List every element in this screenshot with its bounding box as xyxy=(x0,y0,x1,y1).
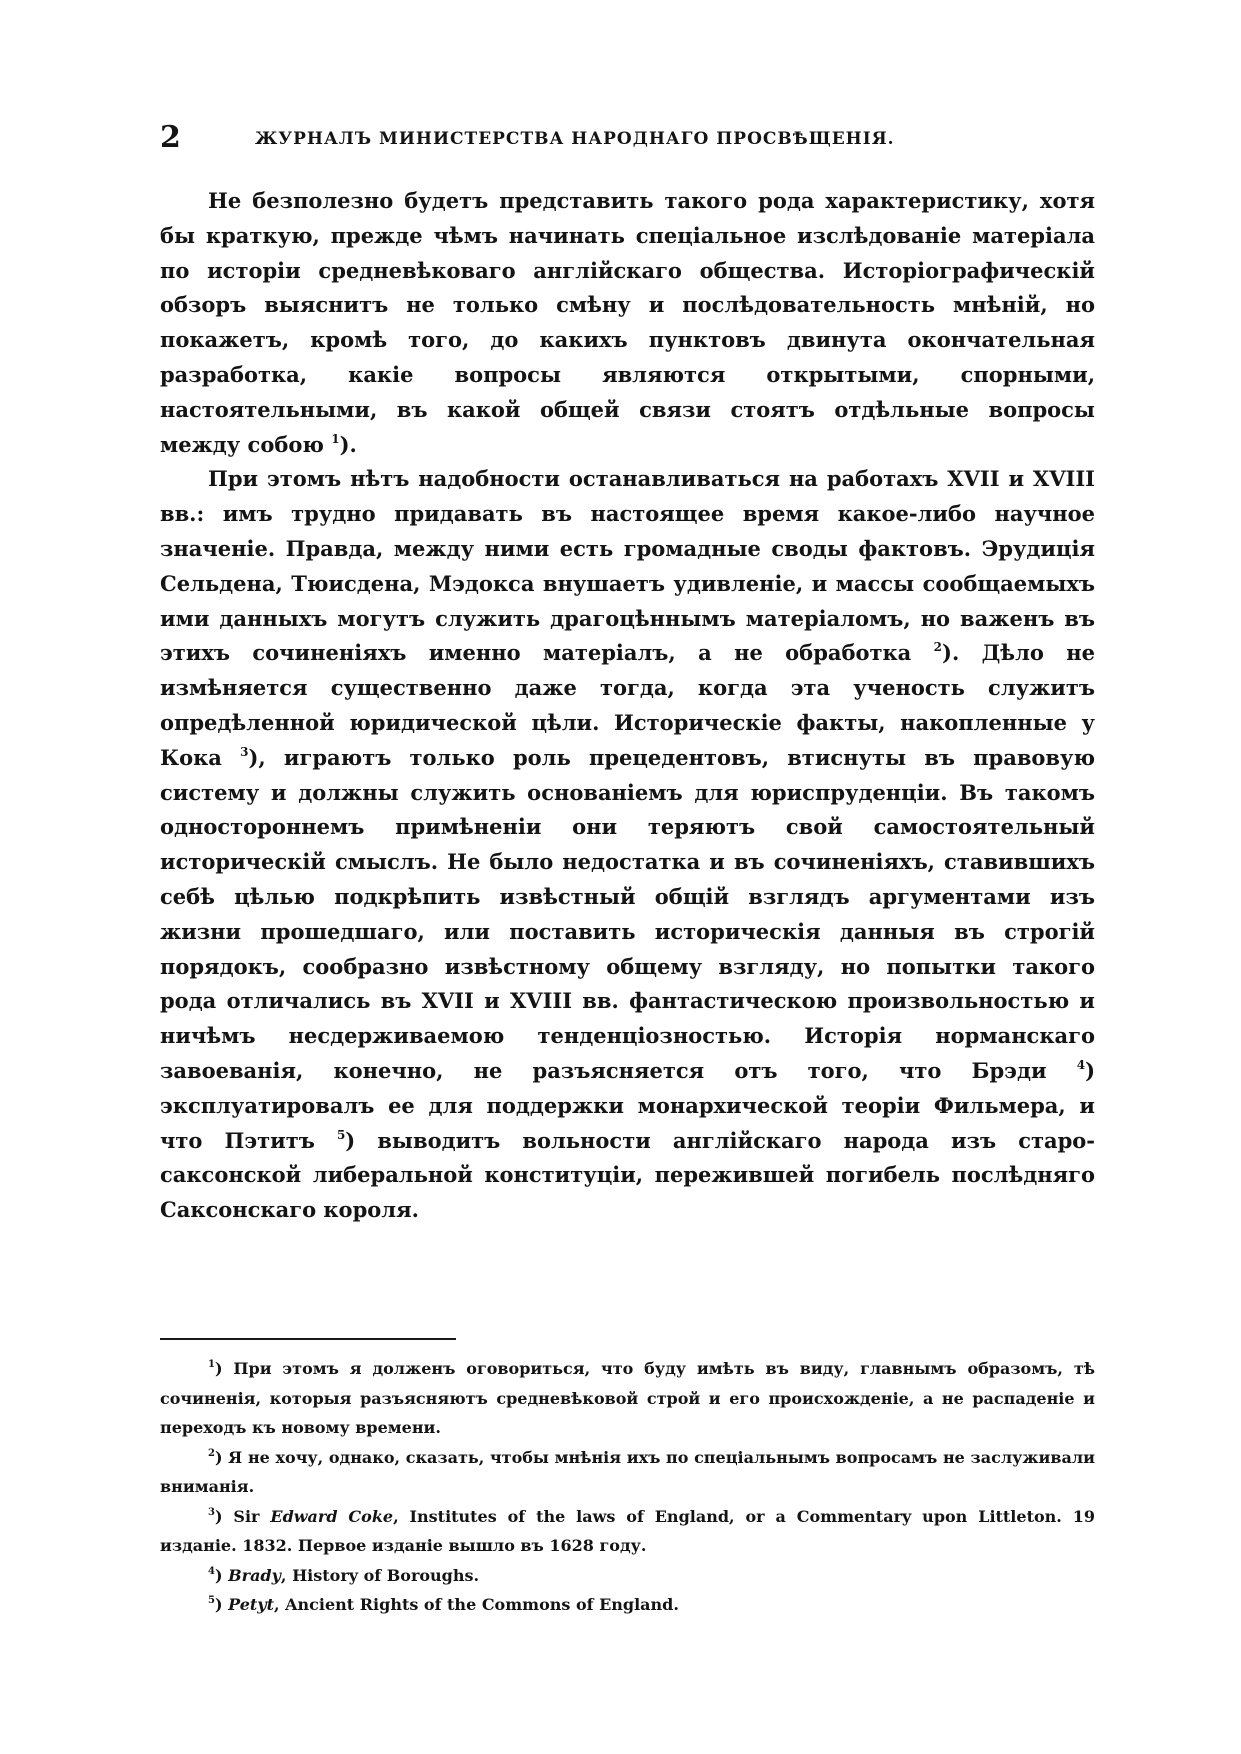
footnote-author: Brady xyxy=(228,1565,281,1585)
footnote-divider xyxy=(160,1338,456,1340)
footnote-author: Edward Coke xyxy=(270,1506,394,1526)
footnote-1 xyxy=(160,1354,1095,1443)
footnote-4 xyxy=(160,1561,1095,1591)
paragraph-2-text-d: ) эксплуатировалъ ее для поддержки монархической теоріи Фильмера, и что Пэтитъ xyxy=(160,1057,1095,1153)
page-number: 2 xyxy=(160,120,181,155)
footnote-text: , Ancient Rights of the Commons of England. xyxy=(273,1595,679,1614)
footnote-text: ) При этомъ я долженъ оговориться, что буду имѣть въ виду, главнымъ образомъ, тѣ сочиненія, которыя разъясняютъ средневѣковой строй и его происхожденіе, а не распаденіе и переходъ къ новому времени. xyxy=(160,1359,1095,1437)
footnote-ref-5[interactable]: 5 xyxy=(336,1127,346,1142)
paragraph-1 xyxy=(160,184,1095,462)
footnote-mark: 1 xyxy=(208,1359,215,1370)
running-head: ЖУРНАЛЪ МИНИСТЕРСТВА НАРОДНАГО ПРОСВѢЩЕНІЯ. xyxy=(255,129,895,149)
footnote-prefix: ) xyxy=(214,1595,229,1614)
footnote-ref-2[interactable]: 2 xyxy=(933,640,943,655)
footnote-ref-3[interactable]: 3 xyxy=(240,744,249,759)
footnote-5 xyxy=(160,1590,1095,1620)
paragraph-2-text-e: ) выводитъ вольности англійскаго народа изъ старо-саксонской либеральной конституціи, пережившей погибель послѣдняго Саксонскаго короля. xyxy=(160,1127,1095,1223)
page-header xyxy=(160,118,1095,158)
paragraph-2-text-b: ). Дѣло не измѣняется существенно даже тогда, когда эта ученость служитъ опредѣленной юридической цѣли. Историческіе факты, накопленные у Кока xyxy=(160,640,1095,770)
footnote-author: Petyt xyxy=(228,1595,274,1614)
footnote-mark: 3 xyxy=(208,1506,215,1518)
footnote-mark: 4 xyxy=(208,1565,215,1577)
paragraph-1-text-b: ). xyxy=(339,431,357,457)
footnote-mark: 5 xyxy=(208,1595,215,1606)
footnote-prefix: ) Sir xyxy=(214,1506,271,1526)
footnote-text: , History of Boroughs. xyxy=(280,1565,480,1585)
paragraph-2-text-c: ), играютъ только роль прецедентовъ, втиснуты въ правовую систему и должны служить основаніемъ для юриспруденціи. Въ такомъ одностороннемъ примѣненіи они теряютъ свой самостоятельный историческій смыслъ. Не было недостатка и въ сочиненіяхъ, ставившихъ себѣ цѣлью подкрѣпить извѣстный общій взглядъ аргументами изъ жизни прошедшаго, или поставить историческія данныя въ строгій порядокъ, сообразно извѣстному общему взгляду, но попытки такого рода отличались въ XVII и XVIII вв. фантастическою произвольностью и ничѣмъ несдерживаемою тенденціозностью. Исторія норманскаго завоеванія, конечно, не разъясняется отъ того, что Брэди xyxy=(160,744,1096,1083)
footnotes xyxy=(160,1354,1095,1620)
footnote-ref-1[interactable]: 1 xyxy=(331,431,340,446)
footnote-mark: 2 xyxy=(208,1447,215,1459)
footnote-ref-4[interactable]: 4 xyxy=(1076,1057,1086,1072)
footnote-text: ) Я не хочу, однако, сказать, чтобы мнѣнія ихъ по спеціальнымъ вопросамъ не заслуживали вниманія. xyxy=(160,1447,1095,1496)
footnote-text: , Institutes of the laws of England, or a Commentary upon Littleton. 19 изданіе. 1832. Первое изданіе вышло въ 1628 году. xyxy=(160,1506,1095,1555)
footnote-3 xyxy=(160,1502,1095,1561)
paragraph-2-text-a: При этомъ нѣтъ надобности останавливаться на работахъ XVII и XVIII вв.: имъ трудно придавать въ настоящее время какое-либо научное значеніе. Правда, между ними есть громадные своды фактовъ. Эрудиція Сельдена, Тюисдена, Мэдокса внушаетъ удивленіе, и массы сообщаемыхъ ими данныхъ могутъ служить драгоцѣннымъ матеріаломъ, но важенъ въ этихъ сочиненіяхъ именно матеріалъ, а не обработка xyxy=(160,466,1095,666)
paragraph-1-text-a: Не безполезно будетъ представить такого рода характеристику, хотя бы краткую, прежде чѣмъ начинать спеціальное изслѣдованіе матеріала по исторіи средневѣковаго англійскаго общества. Исторіографическій обзоръ выяснитъ не только смѣну и послѣдовательность мнѣній, но покажетъ, кромѣ того, до какихъ пунктовъ двинута окончательная разработка, какіе вопросы являются открытыми, спорными, настоятельными, въ какой общей связи стоятъ отдѣльные вопросы между собою xyxy=(160,188,1095,457)
main-text xyxy=(160,184,1095,1228)
footnote-prefix: ) xyxy=(214,1565,229,1585)
footnote-2 xyxy=(160,1443,1095,1502)
paragraph-2 xyxy=(160,462,1095,1228)
